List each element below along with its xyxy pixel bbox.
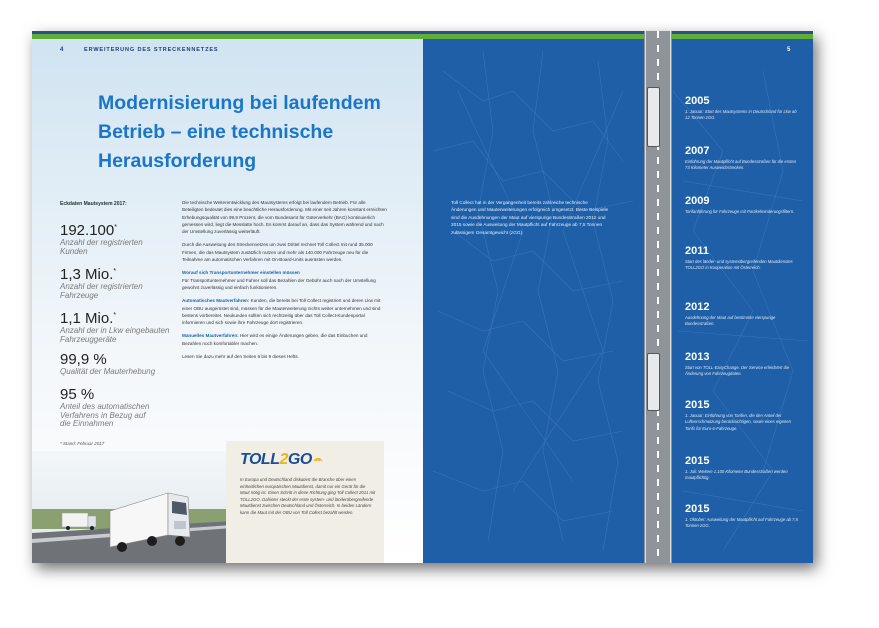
timeline-text: Tarifanführung für Fahrzeuge mit Partikelminderungsfiltern. [685, 209, 795, 214]
timeline-year: 2012 [685, 301, 710, 313]
toll2go-logo [240, 451, 312, 469]
timeline-year: 2013 [685, 351, 710, 363]
paragraph [182, 353, 387, 360]
road-edge [645, 31, 646, 563]
paragraph [182, 269, 387, 291]
fact-mark: * [113, 268, 117, 275]
fact-item [60, 307, 200, 344]
paragraph-heading: Worauf sich Transportunternehmer einstellen müssen [182, 270, 300, 276]
facts-title: Eckdaten Mautsystem 2017: [60, 201, 127, 207]
timeline-year: 2005 [685, 95, 710, 107]
fact-item [60, 386, 200, 429]
fact-number: 192.100 [60, 222, 115, 239]
timeline-year: 2007 [685, 145, 710, 157]
paragraph-text: Kunden, die bereits bei Toll Collect registriert und deren Lkw mit einer OBU ausgerüstet sind, müssen für die Mauterweiterung nichts weiter unternehmen und sind bestens vorbereitet. Neukunden sollten sich rechtzeitig über das Toll Collect-Kundenportal informieren und sich sowie ihre Fahrzeuge dort registrieren. [182, 298, 381, 326]
timeline-text: 1. Januar: Einführung von Tarifen, die den Anteil der Luftverschmutzung berücksichtigen, sowie eines eigenen Tarifs für Euro-6-Fahrzeuge. [685, 413, 791, 431]
headline-line: Herausforderung [98, 150, 257, 172]
timeline-year: 2015 [685, 399, 710, 411]
paragraph-text: Hier wird es einige Änderungen geben, die das Einbuchen und Bezahlen noch komfortabler machen. [182, 333, 368, 346]
truck-illustration [32, 451, 232, 563]
paragraph [182, 297, 387, 326]
fact-number: 1,1 Mio. [60, 310, 114, 327]
fact-label: Anzahl der registrierten [60, 238, 143, 247]
page-number-left: 4 [60, 47, 64, 53]
toll2go-logo-part: GO [287, 451, 312, 468]
headline [98, 89, 408, 176]
timeline-year: 2015 [685, 455, 710, 467]
paragraph-heading: Automatisches Mautverfahren: [182, 298, 250, 304]
fact-label: die Einnahmen [60, 419, 114, 428]
page-number-right: 5 [787, 47, 791, 53]
intro-text: Toll Collect hat in der Vergangenheit bereits zahlreiche technische Änderungen und Mauterweiterungen erfolgreich umgesetzt. Beste Beispiele sind die Ausdehnungen der Maut auf vierspurige Bundesstraßen 2012 und 2015 sowie die Ausweitung der Mautpflicht auf Fahrzeuge ab 7,5 Tonnen zulässigem Gesamtgewicht (zGG). [451, 200, 609, 235]
fact-number: 1,3 Mio. [60, 266, 114, 283]
truck-topview [647, 87, 660, 147]
toll2go-box [226, 441, 384, 563]
fact-label: Fahrzeuge [60, 290, 99, 300]
toll2go-logo-part: 2 [279, 451, 288, 468]
fact-label: Verfahrens in Bezug auf [60, 410, 146, 420]
paragraph [182, 241, 387, 263]
headline-line: Modernisierung bei laufendem [98, 92, 381, 114]
fact-label: Kunden [60, 246, 88, 256]
fact-item [60, 263, 200, 300]
fact-number: 99,9 % [60, 351, 107, 368]
paragraph-text: Für Transportunternehmer und Fahrer soll das Bezahlen der Gebühr auch nach der Umstellung gewohnt zuverlässig und einfach funktionieren. [182, 277, 376, 290]
toll2go-text: In Europa und Deutschland diskutiert die Branche über einen einheitlichen europäischen Mautdienst, damit nur ein Gerät für die Maut nötig ist. Einen Schritt in diese Richtung ging Toll Collect 2011 mit TOLL2GO. Dahinter steckt der erste system- und länderübergreifende Mautdienst zwischen Deutschland und Österreich. In beiden Ländern kann die Maut mit der OBU von Toll Collect bezahlt werden. [240, 477, 376, 515]
timeline-text: Ausdehnung der Maut auf bestimmte vierspurige Bundesstraßen. [685, 315, 776, 327]
fact-label: Anzahl der registrierten [60, 282, 143, 291]
headline-line: Betrieb – eine technische [98, 121, 334, 143]
fact-label: Anzahl der in Lkw eingebauten [60, 326, 170, 335]
footnote: * Stand: Februar 2017 [60, 441, 105, 446]
timeline-text: 1. Juli: Weitere 1.100 Kilometer Bundesstraßen werden mautpflichtig. [685, 469, 788, 481]
fact-label: Fahrzeuggeräte [60, 334, 117, 344]
toll2go-logo-part: TOLL [240, 451, 280, 468]
fact-number: 95 % [60, 386, 95, 403]
timeline-year: 2011 [685, 245, 709, 257]
body-text [182, 199, 387, 366]
signal-icon [312, 453, 324, 463]
paragraph-text: Durch die Ausweitung des Streckennetzes um zwei Drittel rechnet Toll Collect mit rund 35.000 Firmen, die das Mautsystem zusätzlich nutzen und mehr als 140.000 Fahrzeuge neu für die Teilnahme am automatischen Verfahren mit On-Board-Units ausrüsten werden. [182, 242, 373, 263]
timeline-year: 2009 [685, 195, 710, 207]
fact-label: Qualität der Mauterhebung [60, 367, 156, 376]
timeline-text: Start von TOLL-EasyChange. Der Service erleichtert die Änderung von Fahrzeugdaten. [685, 365, 790, 377]
left-page [32, 31, 423, 563]
timeline-text: 1. Oktober: Ausweitung der Mautpflicht auf Fahrzeuge ab 7,5 Tonnen zGG. [685, 517, 798, 529]
timeline-year: 2015 [685, 503, 710, 515]
paragraph [182, 199, 387, 235]
magazine-spread [32, 31, 813, 563]
truck-photo [32, 451, 232, 563]
paragraph [182, 332, 387, 347]
paragraph-text: Lesen Sie dazu mehr auf den Seiten 6 bis 9 dieses Hefts. [182, 354, 299, 360]
road-edge [670, 31, 671, 563]
right-page [423, 31, 813, 563]
fact-mark: * [114, 224, 117, 231]
timeline-text: Start des länder- und systemübergreifenden Mautdienstes TOLL2GO in Kooperation mit Österreich. [685, 259, 793, 271]
paragraph-heading: Manuelles Mautverfahren: [182, 333, 239, 339]
fact-mark: * [113, 312, 117, 319]
running-head: ERWEITERUNG DES STRECKENNETZES [84, 47, 219, 53]
truck-topview [647, 353, 660, 411]
fact-label: Anteil des automatischen [60, 402, 150, 411]
timeline-text: 1. Januar: Start des Mautsystems in Deutschland für Lkw ab 12 Tonnen zGG. [685, 109, 797, 121]
paragraph-text: Die technische Weiterentwicklung des Mautsystems erfolgt bei laufendem Betrieb. Für alle Beteiligten bedeutet dies eine beachtliche Herausforderung. Mit einer seit Jahren konstant erreichten Erhebungsqualität von 99,9 Prozent, die vom Bundesamt für Güterverkehr (BAG) kontinuierlich gemessen wird, liegt die Messlatte hoch. Es kommt darauf an, dass das System während und nach der Umstellung zuverlässig weiterläuft. [182, 200, 387, 235]
timeline-text: Einführung der Mautpflicht auf Bundesstraßen für die ersten 73 Kilometer Ausweichstrecken. [685, 159, 797, 171]
fact-item [60, 351, 200, 377]
top-stripe-green [32, 34, 423, 39]
fact-item [60, 219, 200, 256]
